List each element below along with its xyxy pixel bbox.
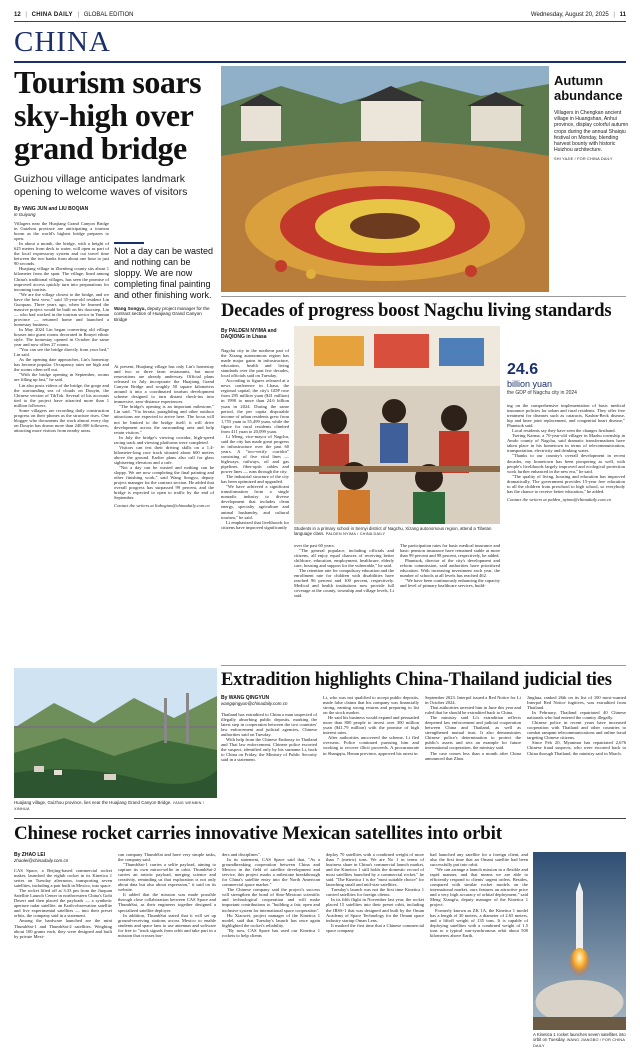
extradition-byline-name: By WANG QINGYUN — [221, 695, 270, 701]
nagchu-col1-p0: Nagchu city in the northern part of the Xizang autonomous region has made major gains in infrastructure, education, health and living standards over the past few decades, local officials said on Tuesday. — [221, 348, 289, 379]
rocket-col4-p1: Tuesday's launch was not the first time Kinetica 1 carried satellites for foreign clients. — [326, 887, 424, 898]
bridge-photo-caption — [14, 800, 217, 812]
nagchu-col4-p0: ing on the comprehensive implementation of basic medical insurance policies for urban and rural residents. They offer free treatment for diseases such as cataracts, Kashin-Beck disease, hip and knee joint replacement, and congenital heart disease," Phuntsok said. — [507, 403, 625, 429]
extradition-top-rule — [221, 665, 626, 666]
nagchu-contact: Contact the writers at palden_nyima@chinadaily.com.cn — [507, 496, 611, 502]
tourism-col1-p9: Some villagers are recording daily construction progress on their phones as the structure rises. One blogger who documents the work almost every day on Douyin has drawn more than 240,000 followers, attracting more visitors from nearby areas. — [14, 407, 109, 433]
nagchu-col4-p1: Local residents say they have seen the changes firsthand. — [512, 428, 616, 434]
edition-label: GLOBAL EDITION — [83, 12, 134, 18]
stat-description: the GDP of Nagchu city in 2024 — [507, 390, 577, 396]
extradition-byline — [221, 695, 321, 707]
tourism-location: in Guiyang — [14, 212, 36, 217]
nagchu-col3-p1: Phuntsok, director of the city's development and reform commission, said authorities have prioritized education. With increasing investment each year, the number of schools at all levels has reached 462. — [400, 558, 500, 579]
rocket-col5-p0: had launched any satellite for a foreign client, and also the first time that an Omani satellite had been successfully put into orbit. — [430, 852, 528, 868]
rocket-col4-p0: deploy 70 satellites with a combined weight of more than 7 (metric) tons. We are No 1 in terms of business share in China's commercial launch market, and the Kinetica 1 still holds the domestic record of most satellites launched by a commercial rocket," he said. "The Kinetica 1 is the "most suitable choice" for launching small and mid-size satellites. — [326, 852, 424, 888]
rocket-col3-p3: Hu Xiaowei, project manager of the Kinetica 1 model, said that Tuesday's launch has once again highlighted the rocket's reliability. — [222, 912, 320, 928]
rocket-caption-text: A Kinetica 1 rocket launches seven satellites into orbit on Tuesday. — [533, 1032, 626, 1042]
extradition-col1-p0: Thailand has extradited to China a man suspected of illegally absorbing public deposits, marking the latest step in cooperation between the two countries' law enforcement and judicial agencies, Chinese authorities said on Tuesday. — [221, 712, 317, 738]
rocket-col1-p0: CAS Space, a Beijing-based commercial rocket maker, launched the eighth rocket in its Kinetica 1 series on Tuesday afternoon, transporting seven satellites, including a pair built in Mexico, into space. — [14, 868, 112, 889]
nagchu-caption-text: Students in a primary school in Sernyi district of Nagchu, Xizang autonomous region, attend a Tibetan language class. — [294, 526, 492, 537]
autumn-caption-text: Villagers in Chengkan ancient village in Huangshan, Anhui province, display colorful autumn crops during the annual Shaiqiu festival on Monday, blending harvest bounty with historic Huizhou architecture. — [554, 110, 629, 154]
rocket-column-4 — [326, 852, 424, 1052]
rocket-col3-p2: The Chinese company said the project's success will strengthen the bond of Sino-Mexican scientific and technological cooperation and will make important contributions to "building a fair, open and inclusive system for international space cooperation". — [222, 887, 320, 913]
tourism-col1-p0: Villagers near the Huajiang Grand Canyon Bridge in Guizhou province are anticipating a tourism boom as the world's highest bridge prepares to open. — [14, 221, 109, 242]
tourism-col1-p2: Huajiang village in Zhenfeng county sits about 1 kilometer from the span. The village, lined among China's traditional villages, has seen the promise of improved access quickly turn into preparations for incoming tourists. — [14, 266, 109, 292]
nagchu-col4-p4: "The quality of living, housing and education has improved dramatically. The government provides 15-year free education to all the children from preschool to high school, so everybody has the chance to receive better education," he added. — [507, 473, 625, 494]
rocket-col5-p2: Formerly known as ZK 1A, the Kinetica 1 model has a length of 30 meters, a diameter of 2.65 meters, and a liftoff weight of 135 tons. It is capable of deploying satellites with a combined weight of 1.5 tons to a typical sun-synchronous orbit about 500 kilometers above Earth. — [430, 907, 528, 938]
nagchu-column-2 — [294, 543, 394, 640]
nagchu-col1-p5: Li emphasized that livelihoods for citizens have improved significantly — [221, 519, 289, 530]
tourism-col1-p6: As the opening date approaches, Lin's homestay has become popular. Occupancy rates are high and the rooms often sell out. — [14, 357, 109, 373]
rocket-byline — [14, 852, 114, 864]
tourism-col1-p7: "With the bridge opening in September, rooms are filling up fast," he said. — [14, 372, 109, 383]
rocket-col5-p1: "We can arrange a launch mission in a flexible and rapid manner, and that means we are able to efficiently respond to clients' urgent orders. Besides, compared with similar rocket models on the international market, ours features an attractive price and a very high accuracy of orbital deployment," said Meng Xiangfu, deputy manager of the Kinetica 1 project. — [430, 867, 528, 908]
tourism-col1-p8: Lin also posts videos of the bridge, the gorge and the surrounding sea of clouds on Douyin, the Chinese version of TikTok. Several of his accounts tied to the project have attracted more than 1 million followers. — [14, 382, 109, 408]
rocket-col4-p2: In its fifth flight in November last year, the rocket placed 15 satellites into their preset orbit, including the IRSS-1 that was designed and built by the Oman Academy of Space Technology for the Omani space industry startup Oman Lens. — [326, 897, 424, 923]
extradition-col3-p0: September 2023. Interpol issued a Red Notice for Li in October 2024. — [425, 695, 521, 706]
issue-date: Wednesday, August 20, 2025 — [530, 12, 609, 18]
tourism-subhead: Guizhou village anticipates landmark opening to welcome waves of visitors — [14, 173, 188, 198]
tourism-byline-names: By YANG JUN and LIU BOQIAN — [14, 206, 89, 212]
extradition-col4-p0: Jinghua, ranked 26th on its list of 100 most-wanted Interpol Red Notice fugitives, was extradited from Thailand. — [527, 695, 626, 711]
tourism-col1-p1: In about a month, the bridge, with a height of 625 meters from deck to water, will open as part of the local expressway system and cut travel time between the two banks from about one hour to just 90 seconds. — [14, 241, 109, 267]
extradition-headline: Extradition highlights China-Thailand judicial ties — [221, 670, 612, 690]
nagchu-col2-p2: The retention rate for compulsory education and the enrollment rate for children with disabilities have reached 96 percent and 100 percent, respectively. Medical and health institutions now provide full coverage at the county, township and village levels, Li said. — [294, 568, 394, 599]
bridge-photo — [14, 668, 217, 798]
autumn-caption-credit: SHI YAJIE / FOR CHINA DAILY — [554, 157, 613, 162]
nagchu-col4-p3: "Thanks to our country's overall development in recent decades, my hometown has been prospering as well, with people's livelihoods largely improved and ecological protection work further enhanced in the new era," he said. — [507, 453, 625, 474]
tourism-headline: Tourism soars sky-high over grand bridge — [14, 64, 202, 166]
rocket-col2-p2: It added that the mission was made possible through close collaboration between CAS Space and ThumbSat, as their engineers together designed a specialized satellite deployer. — [118, 892, 216, 913]
rocket-col3-p1: In its statement, CAS Space said that, "As a groundbreaking cooperation between China and Mexico in the field of satellite development and service, this project marks a milestone breakthrough for China's satellite entry into the North American commercial space market." — [222, 857, 320, 888]
tourism-col2-p1: "The bridge's opening is an important milestone," Lin said. "Via ferrata, paragliding and other outdoor attractions are expected to arrive here. The focus will not be limited to the bridge itself; it will drive development across the surrounding area and help retain visitors." — [114, 404, 214, 435]
stat-unit: billion yuan — [507, 379, 553, 389]
rocket-column-5 — [430, 852, 528, 1052]
rocket-top-rule — [14, 818, 626, 819]
rocket-col2-p0: can company ThumbSat and have very simple tasks, the company said. — [118, 852, 216, 863]
rocket-photo-caption — [533, 1032, 626, 1049]
extradition-col1-p1: With help from the Chinese Embassy in Thailand and Thai law enforcement, Chinese police escorted the suspect, identified only by his surname Li, back to China on Friday, the Ministry of Public Security said in a statement. — [221, 737, 317, 763]
nagchu-caption-credit: PALDEN NYIMA / CHINA DAILY — [325, 532, 386, 537]
rocket-col2-p3: In addition, ThumbSat stated that it will set up ground-receiving stations across Mexico to enable students and space fans to use antennas and software for free to "track signals from orbit and take part in a mission that crosses bor- — [118, 912, 216, 938]
autumn-headline: Autumn abundance — [554, 73, 623, 103]
tourism-col2-p0: At present, Huajiang village has only Lin's homestay and two or three farm restaurants, but more renovations are already underway. Official plans released in July incorporate the Huajiang Grand Canyon Bridge and roughly 50 square kilometers around it into a coordinated tourism development scheme designed to turn distant check-ins into immersive, zero-distance experiences. — [114, 364, 214, 405]
extradition-col3-p2: The ministry said Li's extradition reflects deepened law enforcement and judicial cooperation between China and Thailand, as well as strengthened mutual trust. It also demonstrates Chinese police's determination to protect the public's assets and sets an example for future international cooperation, the ministry said. — [425, 715, 521, 751]
extradition-col3-p1: Thai authorities arrested him in June this year and ruled that he should be extradited back to China. — [425, 705, 521, 716]
nagchu-column-1 — [221, 348, 289, 640]
nagchu-stat — [507, 361, 625, 396]
rocket-photo — [533, 852, 626, 1030]
masthead-rule — [14, 21, 626, 22]
nagchu-col3-p0: The participation rates for basic medical insurance and basic pension insurance have remained stable at more than 99 percent and 98 percent, respectively, he added. — [400, 543, 500, 559]
autumn-caption — [554, 110, 630, 163]
autumn-photo — [221, 66, 549, 292]
nagchu-col1-p3: The industrial structure of the city has been optimized and upgraded. — [221, 474, 289, 485]
page-number-right: 11 — [619, 12, 626, 18]
bridge-caption-text: Huajiang village, Guizhou province, lies near the Huajiang Grand Canyon Bridge. — [14, 800, 172, 805]
nagchu-col1-p1: According to figures released at a news conference in Lhasa, the regional capital, the city's GDP rose from 295 million yuan ($41 million) in 1990 to more than 24.6 billion yuan in 2024. During the same period, the per capita disposable income of urban residents grew from 1,755 yuan to 55,499 yuan, while the figure for rural residents climbed from 411 yuan to 20,099 yuan. — [221, 378, 289, 434]
extradition-col4-p3: Since Feb 20, Myanmar has repatriated 2,676 Chinese fraud suspects, who were escorted back to China through Thailand, the ministry said in March. — [527, 740, 626, 756]
tourism-contact: Contact the writers at liubogian@chinadaily.com.cn — [114, 503, 210, 509]
extradition-col4-p2: Chinese police in recent years have increased cooperation with Thailand and other countries to combat rampant telecommunications and online fraud targeting Chinese citizens. — [527, 720, 626, 741]
extradition-col4-p1: In February, Thailand repatriated 40 Chinese nationals who had entered the country illegally. — [527, 710, 626, 721]
extradition-col2-p2: After authorities uncovered the scheme, Li fled overseas. Police continued pursuing him and working to recover illicit proceeds. A procuratorate in Shangqiu, Henan province, approved his arrest in — [323, 735, 419, 756]
rocket-col2-p1: "ThumbSat-1 carries a selfie payload, aiming to capture its own mirror-selfie in orbit. ThumbSat-2 carries an artistic payload, merging science and creativity, reminding us that exploration is not only about data but also about expression," it said on its website. — [118, 862, 216, 893]
rocket-col3-p0: ders and disciplines". — [222, 852, 261, 857]
nagchu-col4-p2: Tsering Karma, a 70-year-old villager in Mazhu township in Amdo county of Nagchu, said dramatic transformations have taken place in his hometown in terms of telecommunication, transportation, electricity and drinking water. — [507, 433, 625, 454]
rocket-email: zhaolei@chinadaily.com.cn — [14, 858, 69, 863]
extradition-column-3 — [425, 695, 521, 807]
rocket-column-2 — [118, 852, 216, 1052]
pull-quote-role: deputy project manager for the contract section of Huajiang Grand Canyon Bridge — [114, 306, 210, 322]
extradition-col3-p3: The case comes less than a month after China announced that Zhou — [425, 750, 521, 761]
extradition-column-2 — [323, 695, 419, 807]
tourism-col1-p4: In May 2024 Lin began converting old village houses into guest rooms decorated in Bouyei ethnic style. The homestay opened in October the same year and now offers 27 rooms. — [14, 326, 109, 348]
rocket-column-3 — [222, 852, 320, 1052]
stat-value: 24.6 — [507, 361, 539, 378]
rocket-headline: Chinese rocket carries innovative Mexican satellites into orbit — [14, 823, 502, 844]
section-title: CHINA — [14, 26, 111, 58]
paper-name: CHINA DAILY — [31, 12, 73, 18]
masthead: 12 | CHINA DAILY | GLOBAL EDITION Wednesday, August 20, 2025 | 11 — [14, 12, 626, 18]
nagchu-col1-p2: Li Meng, vice-mayor of Nagchu, said the city has made great progress in infrastructure over the past 60 years. A "two-verify corridor" consisting of five vital lines — highways, railways, oil and gas pipelines, fiber-optic cables and power lines — runs through the city. — [221, 433, 289, 475]
rocket-byline-name: By ZHAO LEI — [14, 852, 46, 858]
nagchu-col2-p1: "The general populace, including officials and citizens, all enjoy equal chances of receiving better childcare, education, employment, healthcare, elderly care, housing and support for the vulnerable," he said. — [294, 548, 394, 569]
nagchu-headline: Decades of progress boost Nagchu living standards — [221, 301, 612, 321]
rocket-col1-p1: The rocket lifted off at 3:33 pm from the Jiuquan Satellite Launch Center in northwestern China's Gobi Desert and then placed the payloads — a synthetic aperture radar satellite, an Earth-observation satellite and five experimental satellites — into their preset orbits, the company said in a statement. — [14, 888, 112, 919]
extradition-col2-p0: Li, who was not qualified to accept public deposits, made false claims that his company was financially strong, earning strong returns and preparing to list on the stock market. — [323, 695, 419, 716]
nagchu-byline: By PALDEN NYIMA and DAQIONG in Lhasa — [221, 328, 277, 340]
extradition-col2-p1: He said his business would expand and persuaded more than 800 people to invest over 300 million yuan ($41.79 million) with the promise of high interest rates. — [323, 715, 419, 736]
section-rule — [14, 61, 626, 63]
tourism-col1-p5: "You can see the bridge directly from your bed," Lin said. — [14, 347, 109, 358]
pull-quote — [114, 246, 214, 322]
nagchu-photo — [294, 326, 500, 524]
tourism-col1-p3: "We are the village closest to the bridge, and we have the best view," said 35-year-old resident Lin Guoquan. Three years ago, when he learned the massive project would be built on his doorstep, Lin — who had worked in the tourism sector in Yunnan province — returned home and launched a homestay business. — [14, 291, 109, 327]
tourism-column-2 — [114, 364, 214, 664]
rocket-col3-p4: "By now, CAS Space has used our Kinetica 1 rockets to help clients — [222, 927, 320, 938]
bridge-caption-credit: YANG WENBIN / XINHUA — [14, 801, 205, 812]
nagchu-column-3 — [400, 543, 500, 640]
page-number-left: 12 — [14, 12, 21, 18]
rocket-column-1 — [14, 868, 112, 1052]
tourism-col2-p4: "Not a day can be wasted and nothing can be sloppy. We are now completing the final painting and other finishing work," said Wang Songyu, deputy project manager for the contract section. He added that overall progress has surpassed 99 percent, and the bridge is expected to open to traffic by the end of September. — [114, 464, 214, 501]
nagchu-col3-p2: "We have been continuously enhancing the capacity and level of primary healthcare services, build- — [400, 578, 500, 589]
pull-quote-text: Not a day can be wasted and nothing can be sloppy. We are now completing final painting and other finishing work. — [114, 246, 214, 300]
extradition-column-1 — [221, 712, 317, 807]
nagchu-col2-p0: over the past 60 years. — [294, 543, 335, 548]
pull-quote-rule — [114, 242, 144, 244]
extradition-column-4 — [527, 695, 626, 807]
tourism-byline — [14, 206, 124, 218]
nagchu-photo-caption — [294, 526, 500, 537]
nagchu-top-rule — [221, 296, 626, 297]
rocket-caption-credit: WANG JIANGBO / FOR CHINA DAILY — [533, 1038, 625, 1048]
tourism-col2-p2: In July the bridge's viewing corridor, high-speed racing track and viewing platforms were completed. — [114, 434, 214, 445]
tourism-col2-p3: Visitors can test their driving skills on a 1.4-kilometer-long race track situated about 600 meters above the ground. Earlier plans also call for glass sightseeing elevators and a cafe. — [114, 444, 214, 465]
nagchu-col1-p4: "We have achieved a significant transformation from a single nomadic industry to diverse development that includes clean energy, specialty agriculture and animal husbandry, and cultural tourism," he said. — [221, 484, 289, 520]
rocket-col1-p2: Among the hardware launched are the mini ThumbSat-1 and ThumbSat-2 satellites. Weighing about 100 grams each, they were designed and built by private Mexi- — [14, 918, 112, 939]
rocket-col4-p3: It marked the first time that a Chinese commercial space company — [326, 922, 424, 933]
nagchu-column-4 — [507, 403, 625, 640]
pull-quote-name: Wang Songyu, — [114, 306, 146, 311]
tourism-column-1 — [14, 221, 109, 661]
extradition-email: wangqingyun@chinadaily.com.cn — [221, 701, 288, 706]
